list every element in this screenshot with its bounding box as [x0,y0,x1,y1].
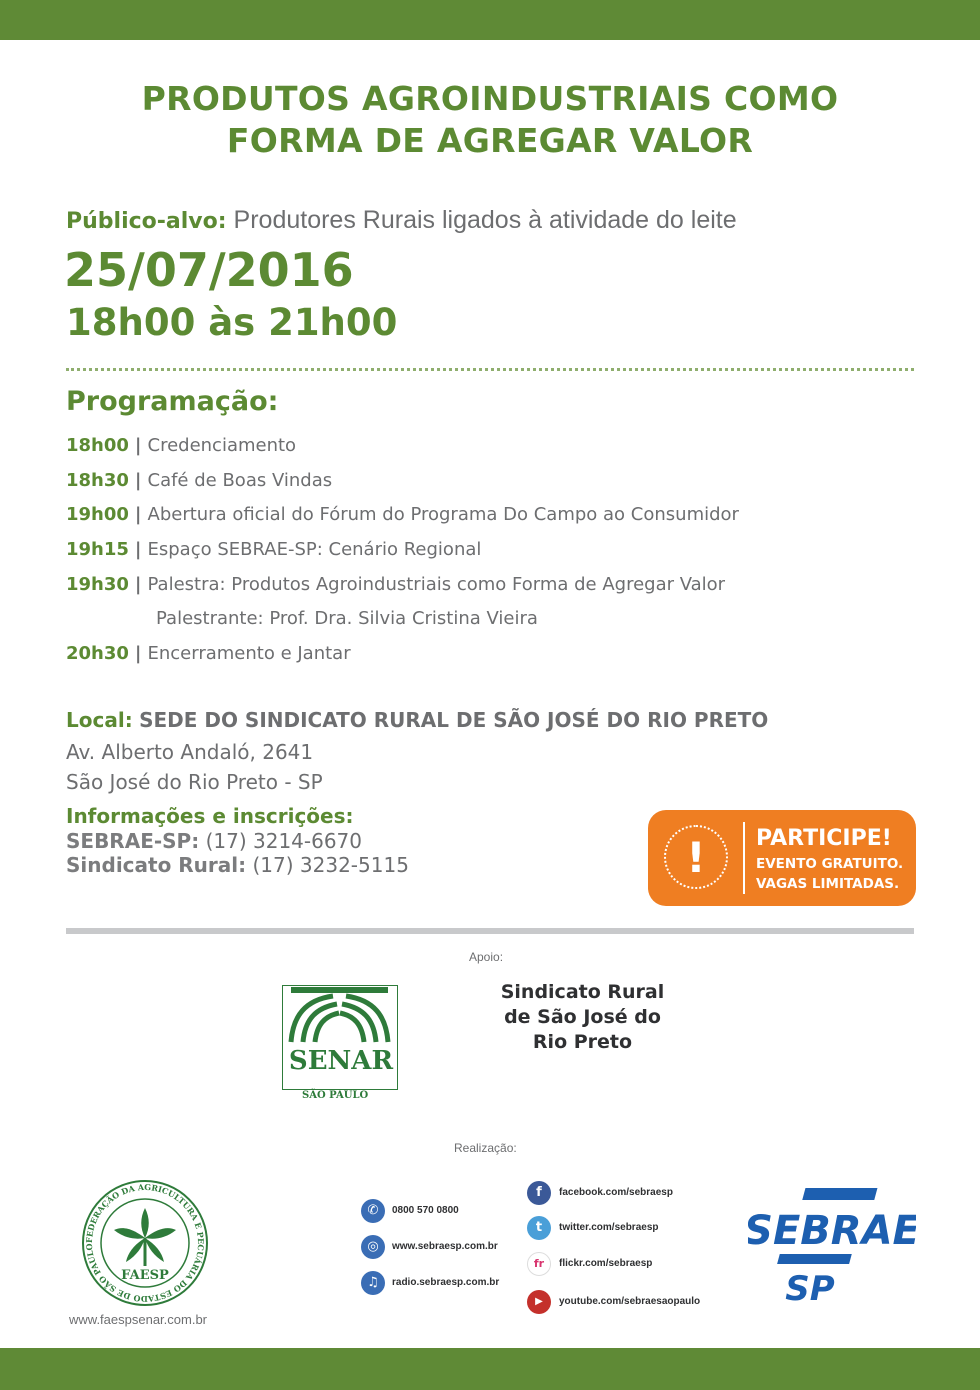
sebrae-logo [748,1186,916,1306]
location-name: SEDE DO SINDICATO RURAL DE SÃO JOSÉ DO RIO PRETO [139,708,769,732]
schedule-separator: | [134,504,142,526]
flickr-icon: fr [527,1252,551,1276]
event-time: 18h00 às 21h00 [66,301,398,344]
schedule-time: 18h30 [66,469,129,491]
badge-divider [743,822,745,894]
title-line-1: PRODUTOS AGROINDUSTRIAIS COMO [141,79,839,118]
twitter-link[interactable]: twitter.com/sebraesp [559,1222,659,1233]
schedule-separator: | [134,573,142,595]
faesp-name: FAESP [121,1268,169,1283]
schedule-row-speaker [66,605,739,640]
schedule-desc: Credenciamento [147,435,297,456]
location-address: Av. Alberto Andaló, 2641 [66,740,314,764]
youtube-link[interactable]: youtube.com/sebraesaopaulo [559,1296,701,1307]
contact-label: SEBRAE-SP: [66,829,200,853]
senar-field-icon [283,986,396,1046]
schedule-row [66,571,739,606]
participate-badge [648,810,916,906]
schedule-row [66,501,739,536]
twitter-icon: t [527,1216,551,1240]
schedule-separator: | [134,539,142,561]
info-title: Informações e inscrições: [66,804,354,828]
contact-sebrae [66,829,362,853]
sebrae-sub: SP [785,1269,835,1306]
senar-sub: SÃO PAULO [302,1090,369,1101]
schedule-time: 20h30 [66,643,129,665]
location-city: São José do Rio Preto - SP [66,770,323,794]
senar-name: SENAR [288,1046,394,1076]
contact-web-text[interactable]: www.sebraesp.com.br [392,1241,498,1252]
audience-label: Público-alvo: [66,209,227,234]
faesp-ring-text: FEDERAÇÃO DA AGRICULTURA E PECUÁRIA DO ESTADO DE SÃO PAULO [83,1181,207,1305]
sebrae-name: SEBRAE [748,1208,916,1254]
schedule-desc: Palestra: Produtos Agroindustriais como Forma de Agregar Valor [147,573,726,595]
globe-icon: ◎ [361,1235,385,1259]
schedule-row [66,640,739,675]
schedule-time: 19h30 [66,573,129,595]
contact-sindicato [66,853,409,877]
bottom-bar [0,1348,980,1390]
realizacao-label: Realização: [454,1141,517,1155]
schedule-separator: | [134,435,142,456]
faesp-logo [80,1178,210,1308]
schedule-speaker: Palestrante: Prof. Dra. Silvia Cristina Vieira [156,608,538,630]
badge-title: PARTICIPE! [756,826,892,851]
schedule-desc: Abertura oficial do Fórum do Programa Do Campo ao Consumidor [147,504,739,526]
program-title: Programação: [66,386,279,417]
schedule-time: 19h00 [66,504,129,526]
event-date: 25/07/2016 [64,243,354,297]
contact-phone[interactable]: (17) 3232-5115 [252,853,409,877]
schedule-row [66,467,739,502]
gray-divider [66,928,914,934]
facebook-link[interactable]: facebook.com/sebraesp [559,1187,673,1198]
top-bar [0,0,980,40]
location [66,708,768,732]
faesp-url[interactable]: www.faespsenar.com.br [69,1312,208,1327]
schedule-separator: | [134,469,142,491]
sindicato-line-1: Sindicato Rural [500,981,665,1003]
flickr-link[interactable]: flickr.com/sebraesp [559,1258,653,1269]
location-label: Local: [66,708,133,732]
dotted-divider [66,368,914,371]
contact-radio-text[interactable]: radio.sebraesp.com.br [392,1277,500,1288]
schedule-time: 19h15 [66,539,129,561]
audience-value: Produtores Rurais ligados à atividade do leite [233,206,737,234]
contact-phone-text[interactable]: 0800 570 0800 [392,1205,459,1216]
contact-label: Sindicato Rural: [66,853,247,877]
exclamation-icon [664,825,728,889]
sindicato-line-3: Rio Preto [532,1031,633,1053]
title-line-2: FORMA DE AGREGAR VALOR [226,121,754,160]
badge-line-limited: VAGAS LIMITADAS. [756,876,900,892]
facebook-icon: f [527,1181,551,1205]
schedule-separator: | [134,643,142,665]
phone-icon: ✆ [361,1199,385,1223]
page-title [0,78,980,162]
audience [66,206,737,235]
schedule-row [66,536,739,571]
schedule-desc: Café de Boas Vindas [147,469,333,491]
program-schedule [66,432,739,675]
speaker-icon: ♫ [361,1271,385,1295]
schedule-desc: Espaço SEBRAE-SP: Cenário Regional [147,539,482,561]
schedule-row [66,432,739,467]
schedule-desc: Encerramento e Jantar [147,643,351,665]
exclamation-symbol: ! [686,833,706,882]
apoio-label: Apoio: [469,950,504,964]
badge-line-free: EVENTO GRATUITO. [756,856,904,872]
youtube-icon: ▶ [527,1290,551,1314]
contact-phone[interactable]: (17) 3214-6670 [205,829,363,853]
sindicato-line-2: de São José do [504,1006,661,1028]
sindicato-logo-text [470,980,695,1055]
schedule-time: 18h00 [66,435,129,456]
